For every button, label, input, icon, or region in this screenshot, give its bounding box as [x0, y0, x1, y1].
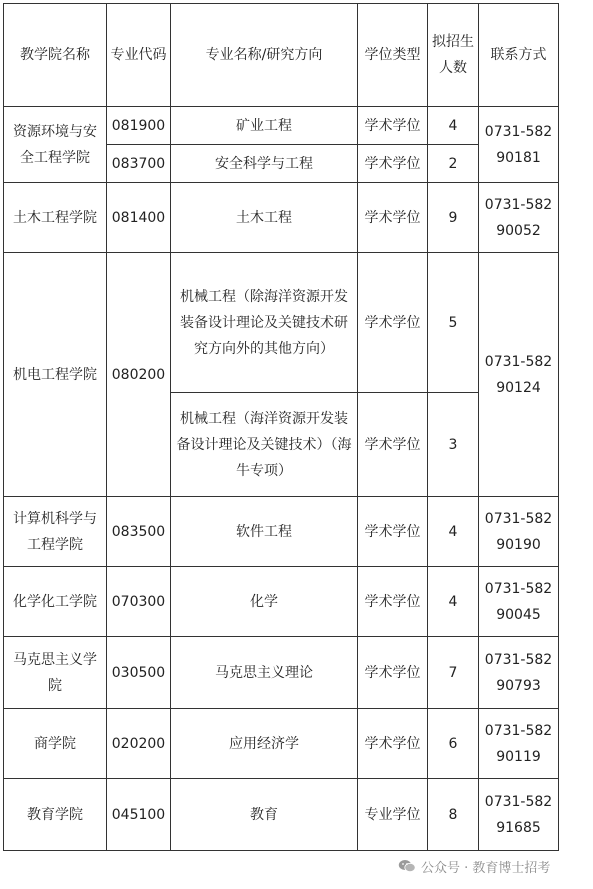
- enrollment-cell: 2: [428, 145, 479, 183]
- major-name-cell: 机械工程（除海洋资源开发装备设计理论及关键技术研究方向外的其他方向）: [171, 253, 358, 393]
- college-cell: 化学化工学院: [4, 567, 107, 637]
- major-name-cell: 应用经济学: [171, 709, 358, 779]
- table-row: [4, 497, 559, 567]
- enrollment-cell: 6: [428, 709, 479, 779]
- degree-type-cell: 专业学位: [358, 779, 428, 851]
- college-cell: 资源环境与安全工程学院: [4, 107, 107, 183]
- contact-cell: 0731-58290181: [479, 107, 559, 183]
- enrollment-cell: 7: [428, 637, 479, 709]
- table-row: [4, 779, 559, 851]
- major-code-cell: 081400: [107, 183, 171, 253]
- header-row: [4, 4, 559, 107]
- major-name-cell: 马克思主义理论: [171, 637, 358, 709]
- college-cell: 商学院: [4, 709, 107, 779]
- header-planned-enrollment: 拟招生人数: [428, 4, 479, 107]
- header-degree-type: 学位类型: [358, 4, 428, 107]
- major-name-cell: 机械工程（海洋资源开发装备设计理论及关键技术）（海牛专项）: [171, 393, 358, 497]
- header-major-name: 专业名称/研究方向: [171, 4, 358, 107]
- enrollment-cell: 9: [428, 183, 479, 253]
- header-college: 教学院名称: [4, 4, 107, 107]
- contact-cell: 0731-58291685: [479, 779, 559, 851]
- major-code-cell: 070300: [107, 567, 171, 637]
- enrollment-cell: 5: [428, 253, 479, 393]
- major-name-cell: 安全科学与工程: [171, 145, 358, 183]
- college-cell: 计算机科学与工程学院: [4, 497, 107, 567]
- table-row: [4, 107, 559, 145]
- degree-type-cell: 学术学位: [358, 145, 428, 183]
- major-name-cell: 矿业工程: [171, 107, 358, 145]
- major-code-cell: 045100: [107, 779, 171, 851]
- enrollment-cell: 8: [428, 779, 479, 851]
- contact-cell: 0731-58290124: [479, 253, 559, 497]
- major-code-cell: 020200: [107, 709, 171, 779]
- table-row: [4, 637, 559, 709]
- contact-cell: 0731-58290190: [479, 497, 559, 567]
- header-contact: 联系方式: [479, 4, 559, 107]
- major-name-cell: 软件工程: [171, 497, 358, 567]
- contact-cell: 0731-58290045: [479, 567, 559, 637]
- table-row: [4, 709, 559, 779]
- table-row: [4, 253, 559, 393]
- degree-type-cell: 学术学位: [358, 637, 428, 709]
- major-code-cell: 080200: [107, 253, 171, 497]
- contact-cell: 0731-58290793: [479, 637, 559, 709]
- college-cell: 机电工程学院: [4, 253, 107, 497]
- college-cell: 马克思主义学院: [4, 637, 107, 709]
- enrollment-cell: 4: [428, 497, 479, 567]
- enrollment-cell: 3: [428, 393, 479, 497]
- major-name-cell: 教育: [171, 779, 358, 851]
- admission-table: [3, 3, 559, 851]
- contact-cell: 0731-58290119: [479, 709, 559, 779]
- watermark-text: 公众号 · 教育博士招考: [421, 860, 551, 876]
- degree-type-cell: 学术学位: [358, 107, 428, 145]
- degree-type-cell: 学术学位: [358, 567, 428, 637]
- degree-type-cell: 学术学位: [358, 253, 428, 393]
- contact-cell: 0731-58290052: [479, 183, 559, 253]
- college-cell: 土木工程学院: [4, 183, 107, 253]
- major-code-cell: 081900: [107, 107, 171, 145]
- degree-type-cell: 学术学位: [358, 183, 428, 253]
- wechat-icon: [398, 859, 416, 873]
- table-row: [4, 183, 559, 253]
- major-name-cell: 化学: [171, 567, 358, 637]
- table-row: [4, 567, 559, 637]
- major-code-cell: 030500: [107, 637, 171, 709]
- college-cell: 教育学院: [4, 779, 107, 851]
- major-code-cell: 083500: [107, 497, 171, 567]
- degree-type-cell: 学术学位: [358, 497, 428, 567]
- major-code-cell: 083700: [107, 145, 171, 183]
- watermark: [398, 854, 550, 878]
- enrollment-cell: 4: [428, 567, 479, 637]
- header-major-code: 专业代码: [107, 4, 171, 107]
- major-name-cell: 土木工程: [171, 183, 358, 253]
- degree-type-cell: 学术学位: [358, 393, 428, 497]
- degree-type-cell: 学术学位: [358, 709, 428, 779]
- enrollment-cell: 4: [428, 107, 479, 145]
